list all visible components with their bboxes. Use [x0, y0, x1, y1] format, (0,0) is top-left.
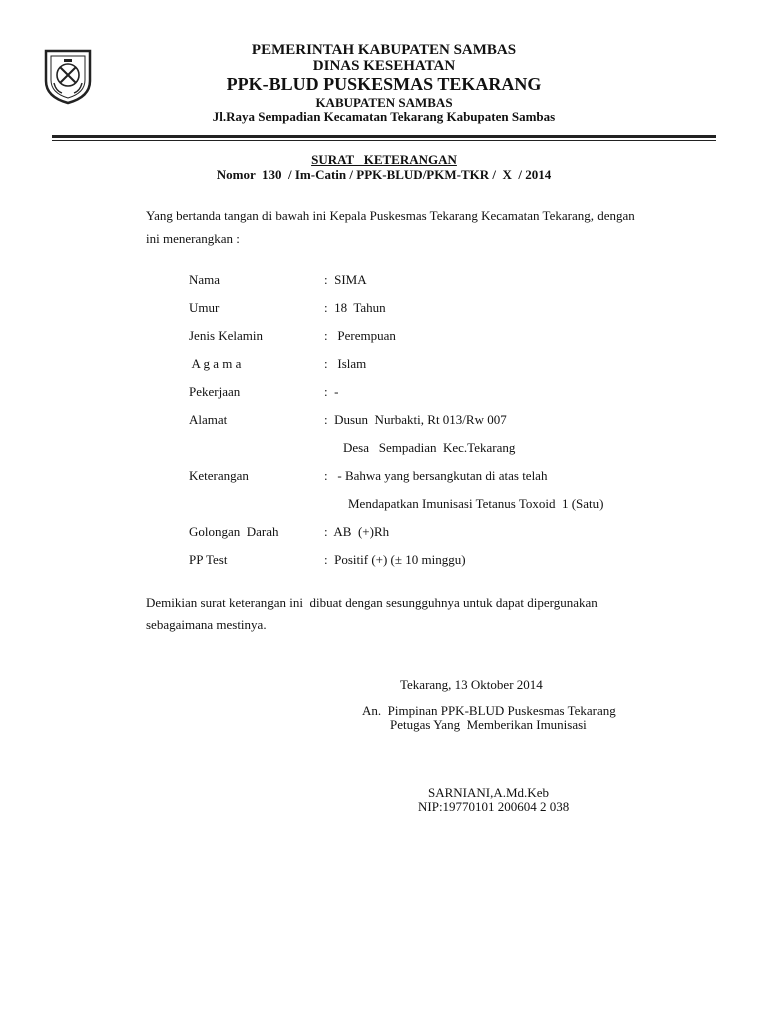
field-label-pekerjaan: Pekerjaan: [189, 384, 241, 399]
signature-name: SARNIANI,A.Md.Keb: [428, 785, 549, 800]
field-value-keterangan: : - Bahwa yang bersangkutan di atas telah: [324, 468, 548, 483]
field-label-golongan-darah: Golongan Darah: [189, 524, 279, 539]
closing-line2: sebagaimana mestinya.: [146, 617, 267, 632]
signature-place-date: Tekarang, 13 Oktober 2014: [400, 677, 543, 692]
letterhead-line1: PEMERINTAH KABUPATEN SAMBAS: [251, 42, 517, 58]
field-value-jenis-kelamin: : Perempuan: [324, 328, 396, 343]
field-value-golongan-darah: : AB (+)Rh: [324, 524, 390, 539]
letterhead-address: Jl.Raya Sempadian Kecamatan Tekarang Kabupaten Sambas: [212, 109, 556, 124]
letterhead-line3: PPK-BLUD PUSKESMAS TEKARANG: [226, 74, 542, 94]
header-divider-thin: [52, 140, 716, 141]
field-label-nama: Nama: [189, 272, 221, 287]
field-label-alamat: Alamat: [189, 412, 228, 427]
field-value-nama: : SIMA: [324, 272, 367, 287]
field-label-agama: A g a m a: [189, 356, 242, 371]
field-value-keterangan-line2: Mendapatkan Imunisasi Tetanus Toxoid 1 (Satu): [348, 496, 604, 511]
closing-line1: Demikian surat keterangan ini dibuat dengan sesungguhnya untuk dapat dipergunakan: [146, 595, 598, 610]
field-value-pp-test: : Positif (+) (± 10 minggu): [324, 552, 466, 567]
field-value-umur: : 18 Tahun: [324, 300, 386, 315]
intro-line1: Yang bertanda tangan di bawah ini Kepala Puskesmas Tekarang Kecamatan Tekarang, dengan: [146, 208, 635, 223]
field-label-pp-test: PP Test: [189, 552, 228, 567]
document-number: Nomor 130 / Im-Catin / PPK-BLUD/PKM-TKR / X / 2014: [216, 167, 552, 182]
field-value-agama: : Islam: [324, 356, 367, 371]
header-divider-thick: [52, 135, 716, 138]
letterhead-line4: KABUPATEN SAMBAS: [315, 95, 453, 110]
field-label-keterangan: Keterangan: [189, 468, 249, 483]
intro-line2: ini menerangkan :: [146, 231, 240, 246]
field-label-jenis-kelamin: Jenis Kelamin: [189, 328, 264, 343]
signature-nip: NIP:19770101 200604 2 038: [418, 799, 570, 814]
signature-on-behalf: An. Pimpinan PPK-BLUD Puskesmas Tekarang: [362, 703, 616, 718]
document-title: SURAT KETERANGAN: [311, 152, 457, 167]
signature-role: Petugas Yang Memberikan Imunisasi: [390, 717, 587, 732]
field-value-alamat: : Dusun Nurbakti, Rt 013/Rw 007: [324, 412, 507, 427]
letterhead-line2: DINAS KESEHATAN: [312, 58, 456, 74]
field-value-alamat-line2: Desa Sempadian Kec.Tekarang: [343, 440, 516, 455]
field-value-pekerjaan: : -: [324, 384, 339, 399]
field-label-umur: Umur: [189, 300, 220, 315]
